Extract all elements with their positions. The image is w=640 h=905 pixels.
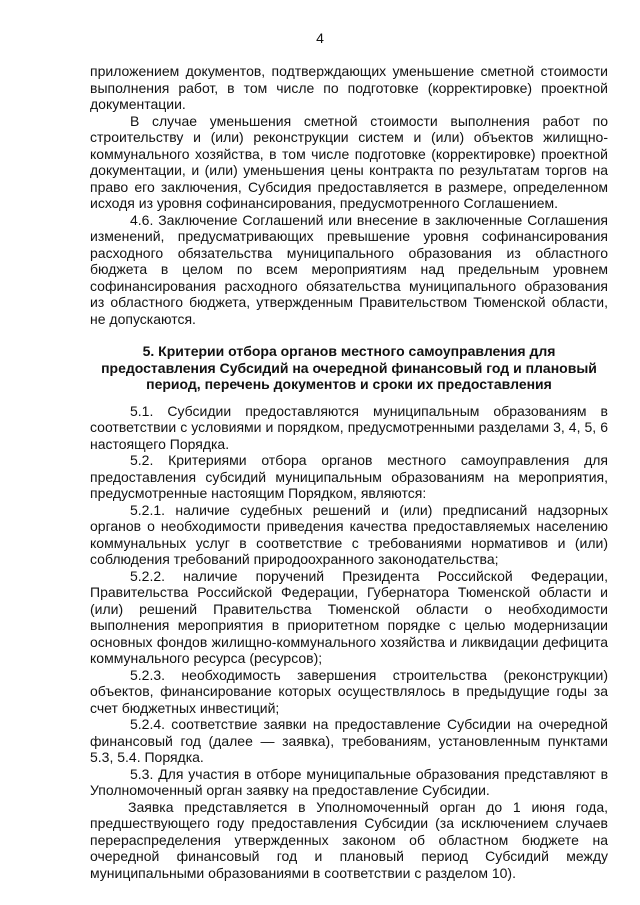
paragraph: 5.2.1. наличие судебных решений и (или) предписаний надзорных органов о необходимости приведения качества предоставляемых населению коммунальных услуг в соответствие с требованиями нормативов и (или) соблюдения требований природоохранного законодательства; xyxy=(90,501,608,567)
paragraph: 5.2. Критериями отбора органов местного самоуправления для предоставления субсидий муниципальным образованиям на мероприятия, предусмотренные настоящим Порядком, являются: xyxy=(90,452,608,501)
section-heading: 5. Критерии отбора органов местного самоуправления для предоставления Субсидий на очередной финансовый год и плановый период, перечень документов и сроки их предоставления xyxy=(101,343,597,392)
page-number: 4 xyxy=(316,30,324,46)
paragraph: 5.1. Субсидии предоставляются муниципальным образованиям в соответствии с условиями и порядком, предусмотренными разделами 3, 4, 5, 6 настоящего Порядка. xyxy=(90,402,608,452)
paragraph: приложением документов, подтверждающих уменьшение сметной стоимости выполнения работ, в том числе по подготовке (корректировке) проектной документации. xyxy=(90,63,608,112)
paragraph: 5.2.2. наличие поручений Президента Российской Федерации, Правительства Российской Федерации, Губернатора Тюменской области и (или) решений Правительства Тюменской области о необходимости выполнения мероприятия в приоритетном порядке с целью модернизации основных фондов жилищно-коммунального хозяйства и ликвидации дефицита коммунального ресурса (ресурсов); xyxy=(90,567,608,666)
paragraph: 5.2.4. соответствие заявки на предоставление Субсидии на очередной финансовый год (далее — заявка), требованиям, установленным пунктами 5.3, 5.4. Порядка. xyxy=(90,716,608,765)
document-body xyxy=(90,63,608,881)
paragraph: В случае уменьшения сметной стоимости выполнения работ по строительству и (или) реконструкции систем и (или) объектов жилищно-коммунального хозяйства, в том числе подготовке (корректировке) проектной документации, и (или) уменьшения цены контракта по результатам торгов на право его заключения, Субсидия предоставляется в размере, определенном исходя из уровня софинансирования, предусмотренного Соглашением. xyxy=(90,112,608,211)
paragraph: 5.2.3. необходимость завершения строительства (реконструкции) объектов, финансирование которых осуществлялось в предыдущие годы за счет бюджетных инвестиций; xyxy=(90,666,608,716)
paragraph: 4.6. Заключение Соглашений или внесение в заключенные Соглашения изменений, предусматривающих превышение уровня софинансирования расходного обязательства муниципального образования из областного бюджета в целом по всем мероприятиям над предельным уровнем софинансирования расходного обязательства муниципального образования из областного бюджета, утвержденным Правительством Тюменской области, не допускаются. xyxy=(90,211,608,327)
paragraph: 5.3. Для участия в отборе муниципальные образования представляют в Уполномоченный орган заявку на предоставление Субсидии. xyxy=(90,765,608,798)
paragraph: Заявка представляется в Уполномоченный орган до 1 июня года, предшествующего году предоставления Субсидии (за исключением случаев перераспределения утвержденных законом об областном бюджете на очередной финансовый год и плановый период Субсидий между муниципальными образованиями в соответствии с разделом 10). xyxy=(90,798,608,881)
